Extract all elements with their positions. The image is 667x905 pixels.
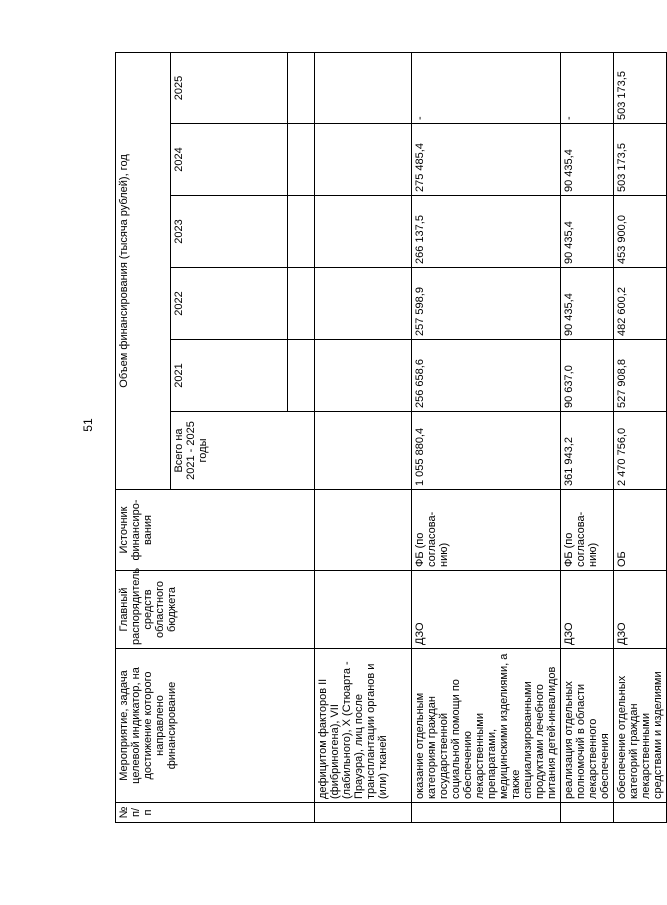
cell-event: реализация отдельных полномочий в области лекарственного обеспечения <box>561 649 614 803</box>
cell-2021: 256 658,6 <box>412 340 561 412</box>
header-admin: Главный распорядитель средств областного бюджета <box>116 571 315 649</box>
cell-2025: - <box>561 52 614 123</box>
header-2024: 2024 <box>171 124 288 196</box>
cell-total: 361 943,2 <box>561 412 614 490</box>
header-blank <box>288 268 315 340</box>
table-row <box>614 52 667 822</box>
cell-2022: 90 435,4 <box>561 268 614 340</box>
cell-2022: 257 598,9 <box>412 268 561 340</box>
header-2025: 2025 <box>171 52 288 123</box>
header-blank <box>288 196 315 268</box>
table-row <box>561 52 614 822</box>
cell-admin <box>315 571 412 649</box>
cell-num <box>315 803 412 823</box>
cell-2025: - <box>412 52 561 123</box>
cell-source: ФБ (по согласова-нию) <box>561 490 614 571</box>
cell-2023 <box>315 196 412 268</box>
header-blank <box>288 340 315 412</box>
cell-2023: 266 137,5 <box>412 196 561 268</box>
cell-total: 1 055 880,4 <box>412 412 561 490</box>
cell-2023: 90 435,4 <box>561 196 614 268</box>
rotated-table-container <box>115 53 664 823</box>
cell-admin: ДЗО <box>614 571 667 649</box>
cell-2025 <box>315 52 412 123</box>
header-row-1 <box>116 52 171 822</box>
header-volume-group: Объем финансирования (тысяча рублей), год <box>116 52 171 489</box>
cell-2021: 90 637,0 <box>561 340 614 412</box>
cell-2021: 527 908,8 <box>614 340 667 412</box>
cell-total <box>315 412 412 490</box>
header-blank <box>288 52 315 123</box>
cell-source: ОБ <box>614 490 667 571</box>
table-row <box>315 52 412 822</box>
cell-source: ФБ (по согласова-нию) <box>412 490 561 571</box>
cell-2022: 482 600,2 <box>614 268 667 340</box>
cell-source <box>315 490 412 571</box>
page-number: 51 <box>81 418 95 432</box>
cell-event: оказание отдельным категориям граждан государственной социальной помощи по обеспечению лекарственными препаратами, медицинскими изделиями, а также специализированными продуктами лечебного питания детей-инвалидов <box>412 649 561 803</box>
cell-2024: 275 485,4 <box>412 124 561 196</box>
cell-2023: 453 900,0 <box>614 196 667 268</box>
header-source: Источник финансиро-вания <box>116 490 315 571</box>
cell-2024 <box>315 124 412 196</box>
cell-event: дефицитом факторов II (фибриногена), VII (лабильного), X (Стюарта - Прауэра), лиц после трансплантации органов и (или) тканей <box>315 649 412 803</box>
cell-admin: ДЗО <box>561 571 614 649</box>
cell-2021 <box>315 340 412 412</box>
cell-num <box>561 803 614 823</box>
header-2022: 2022 <box>171 268 288 340</box>
funding-table <box>115 52 667 823</box>
header-2023: 2023 <box>171 196 288 268</box>
cell-2024: 90 435,4 <box>561 124 614 196</box>
cell-num <box>412 803 561 823</box>
table-row <box>412 52 561 822</box>
header-blank <box>288 124 315 196</box>
cell-event: обеспечение отдельных категорий граждан лекарственными средствами и изделиями <box>614 649 667 803</box>
header-2021: 2021 <box>171 340 288 412</box>
cell-admin: ДЗО <box>412 571 561 649</box>
cell-num <box>614 803 667 823</box>
cell-2025: 503 173,5 <box>614 52 667 123</box>
header-event: Мероприятие, задача целевой индикатор, на достижение которого направлено финансирование <box>116 649 315 803</box>
header-total: Всего на 2021 - 2025 годы <box>171 412 315 490</box>
cell-total: 2 470 756,0 <box>614 412 667 490</box>
cell-2024: 503 173,5 <box>614 124 667 196</box>
header-num: № п/п <box>116 803 315 823</box>
cell-2022 <box>315 268 412 340</box>
